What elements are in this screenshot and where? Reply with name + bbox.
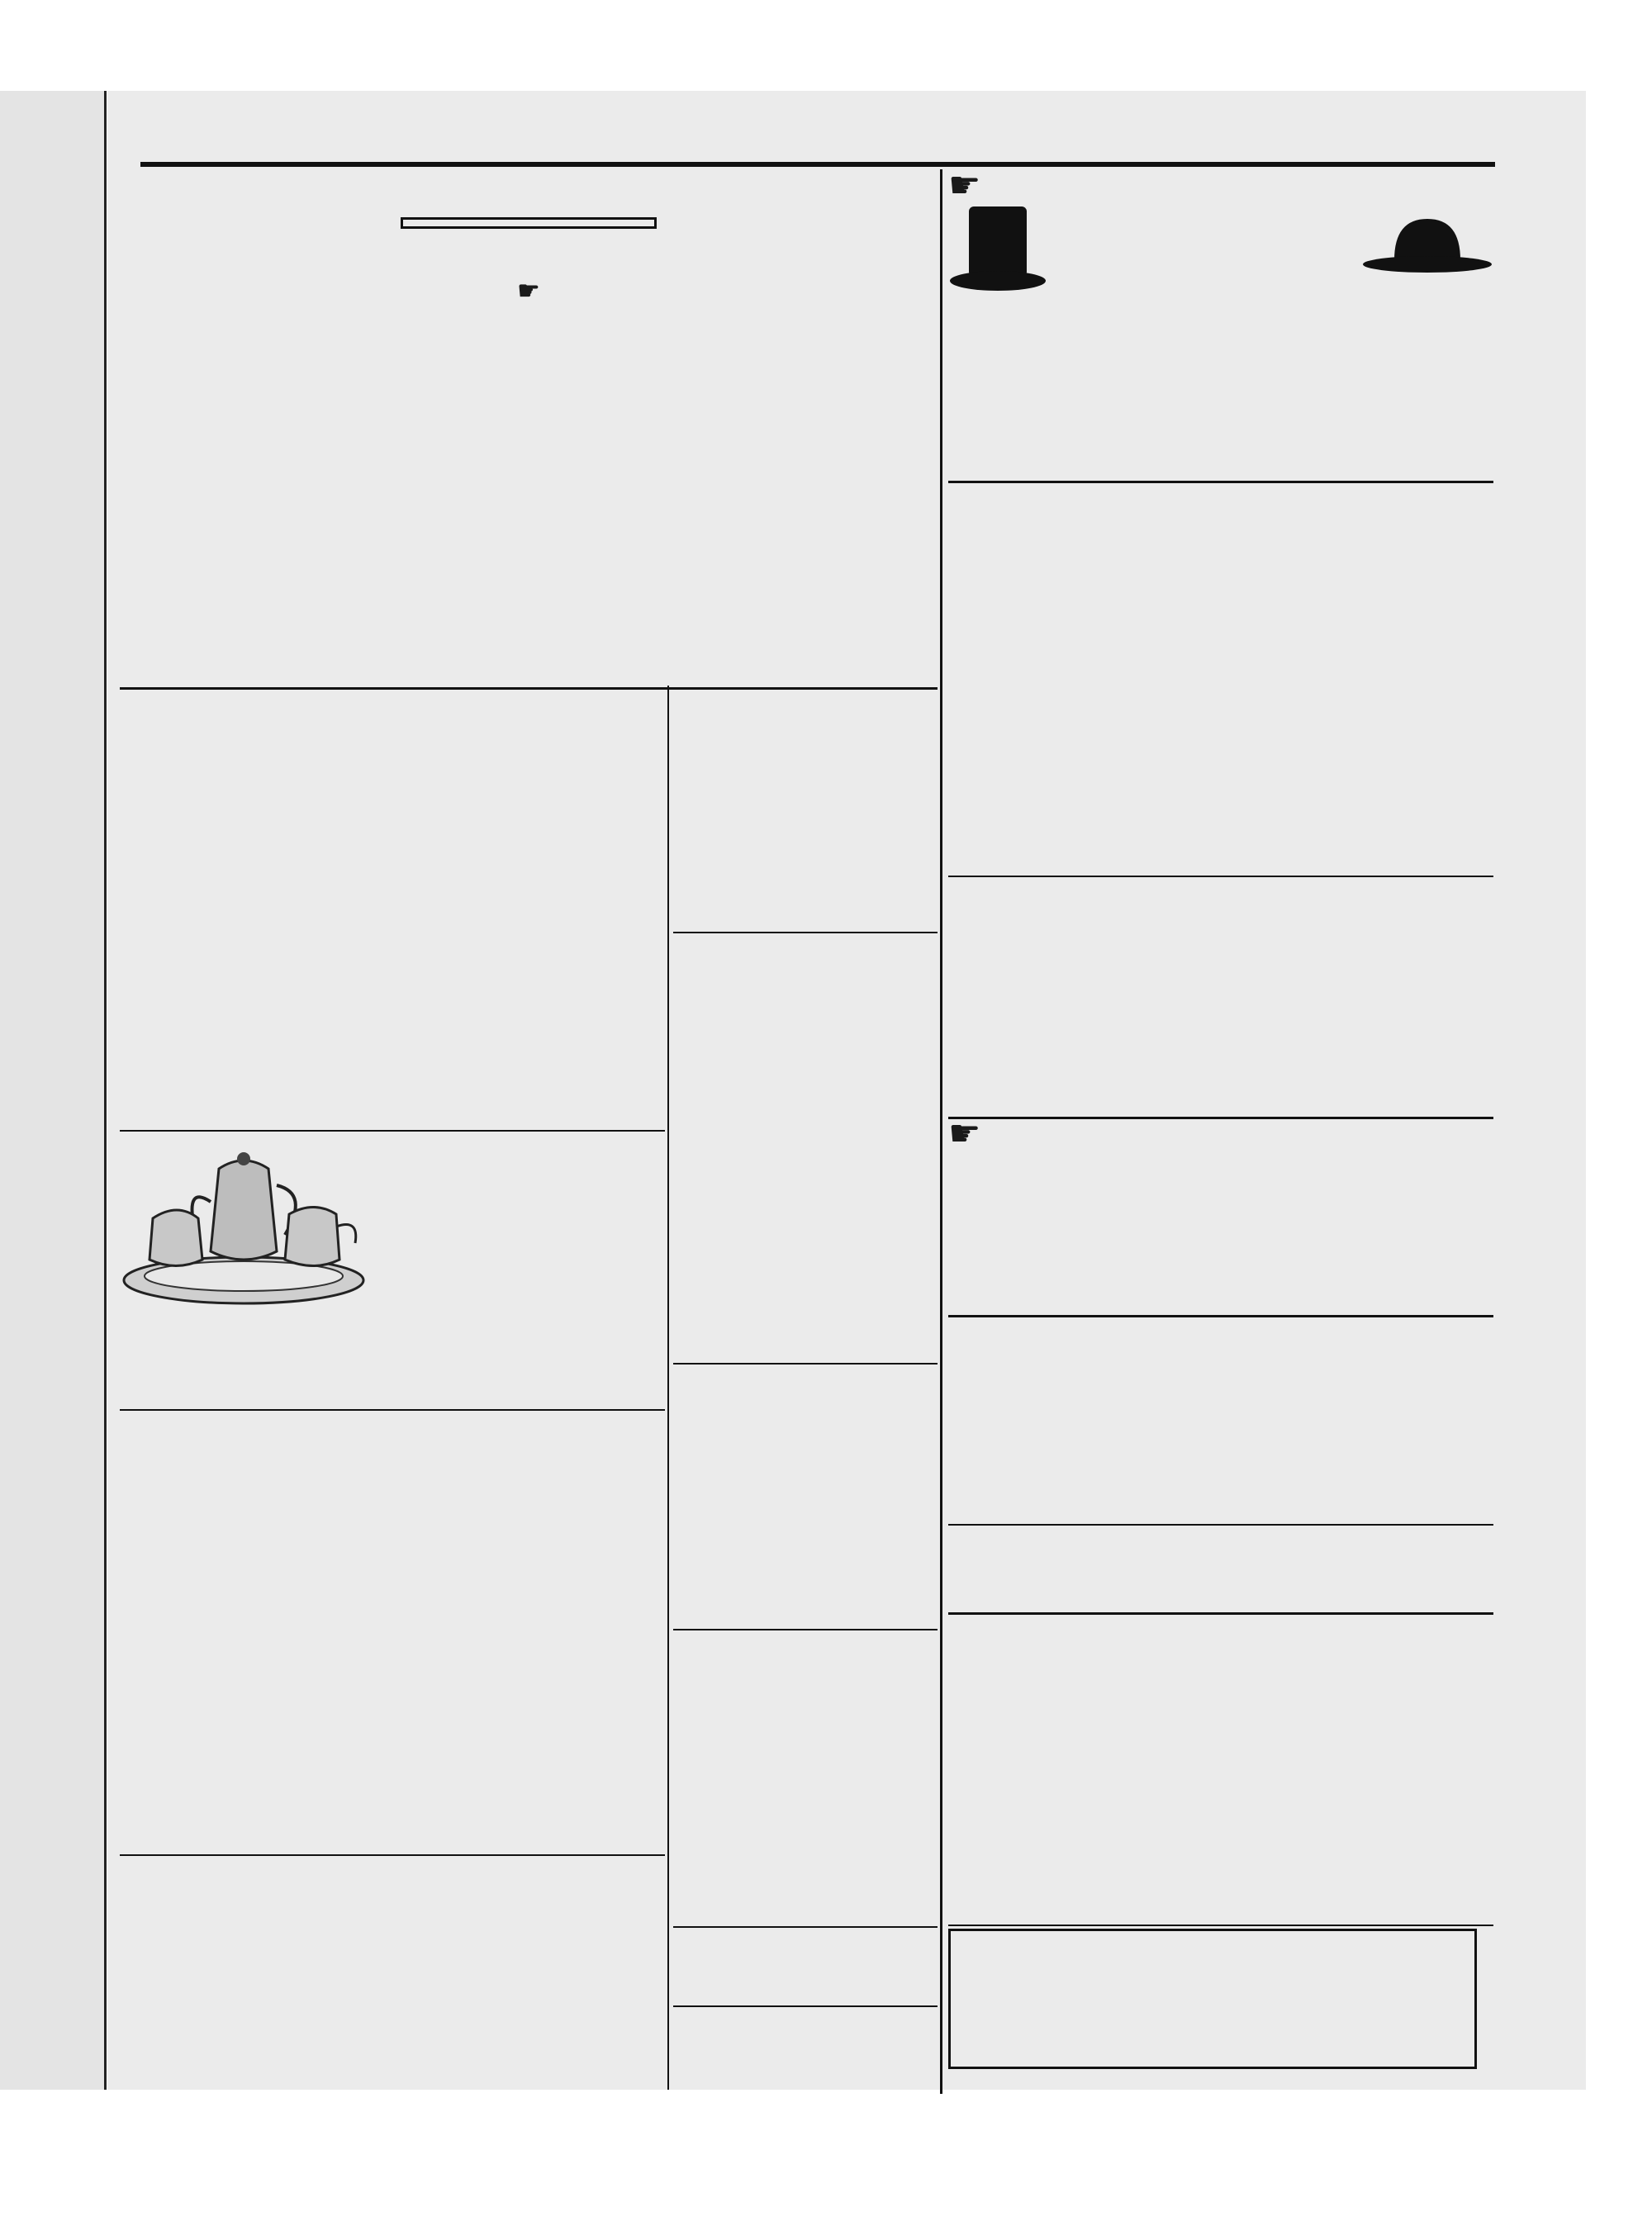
rule-gamper1 bbox=[120, 1130, 665, 1132]
verkauf-ad bbox=[673, 2009, 938, 2091]
heu-ad bbox=[673, 1929, 938, 2004]
rule-widmer bbox=[120, 1854, 665, 1856]
steigerung-1-ad bbox=[673, 694, 938, 933]
rule-basler bbox=[948, 876, 1493, 877]
rule-silver bbox=[120, 1409, 665, 1411]
top-hat-icon bbox=[948, 198, 1047, 297]
column-divider-main bbox=[940, 169, 942, 2094]
rule-shoe-ad bbox=[120, 687, 938, 690]
shoe-ad-repairs bbox=[120, 279, 938, 304]
shoe-ad bbox=[120, 173, 938, 686]
schmidt-ad bbox=[948, 1320, 1493, 1522]
pointing-hand-icon: ☛ bbox=[948, 173, 981, 206]
hemmeler-hat-ad bbox=[948, 173, 1493, 479]
rule-steig2 bbox=[673, 1363, 938, 1365]
steigerung-2-ad bbox=[673, 936, 938, 1361]
winterschuhe-ad bbox=[948, 1122, 1493, 1313]
rule-hemmeler bbox=[948, 481, 1493, 483]
column-divider-middle bbox=[667, 686, 669, 2090]
masthead-rule bbox=[140, 162, 1495, 167]
merz-butcher-ad bbox=[948, 1617, 1493, 1923]
bowler-hat-icon bbox=[1361, 211, 1493, 285]
shoe-ad-shop-box bbox=[401, 217, 657, 229]
widmer-ad bbox=[120, 1414, 665, 1852]
cafe-ad bbox=[673, 1632, 938, 1925]
rule-schmidt bbox=[948, 1524, 1493, 1526]
tea-service-image bbox=[120, 1136, 368, 1309]
silverware-ad bbox=[120, 1136, 665, 1408]
page-masthead bbox=[140, 103, 1495, 169]
rheuma-ad bbox=[948, 1528, 1493, 1611]
rule-steig1 bbox=[673, 932, 938, 933]
rule-gamper2 bbox=[948, 1117, 1493, 1119]
rule-holz bbox=[673, 1629, 938, 1630]
bauholz-ad bbox=[673, 1367, 938, 1627]
previous-page-strip bbox=[0, 91, 107, 2090]
gamper-coats-ad bbox=[948, 880, 1493, 1115]
basler-insurance-ad bbox=[948, 486, 1493, 874]
pointing-hand-icon: ☛ bbox=[948, 1122, 981, 1155]
rule-cafe bbox=[673, 1926, 938, 1928]
auer-malt-ad bbox=[948, 1929, 1477, 2069]
pointing-hand-icon: ☛ bbox=[517, 277, 540, 306]
rule-rheuma bbox=[948, 1612, 1493, 1615]
rule-heu bbox=[673, 2005, 938, 2007]
rule-merz bbox=[948, 1925, 1493, 1926]
wernli-ad bbox=[120, 1858, 665, 2090]
rule-winter bbox=[948, 1315, 1493, 1317]
gamper-sale-ad bbox=[120, 694, 665, 1127]
